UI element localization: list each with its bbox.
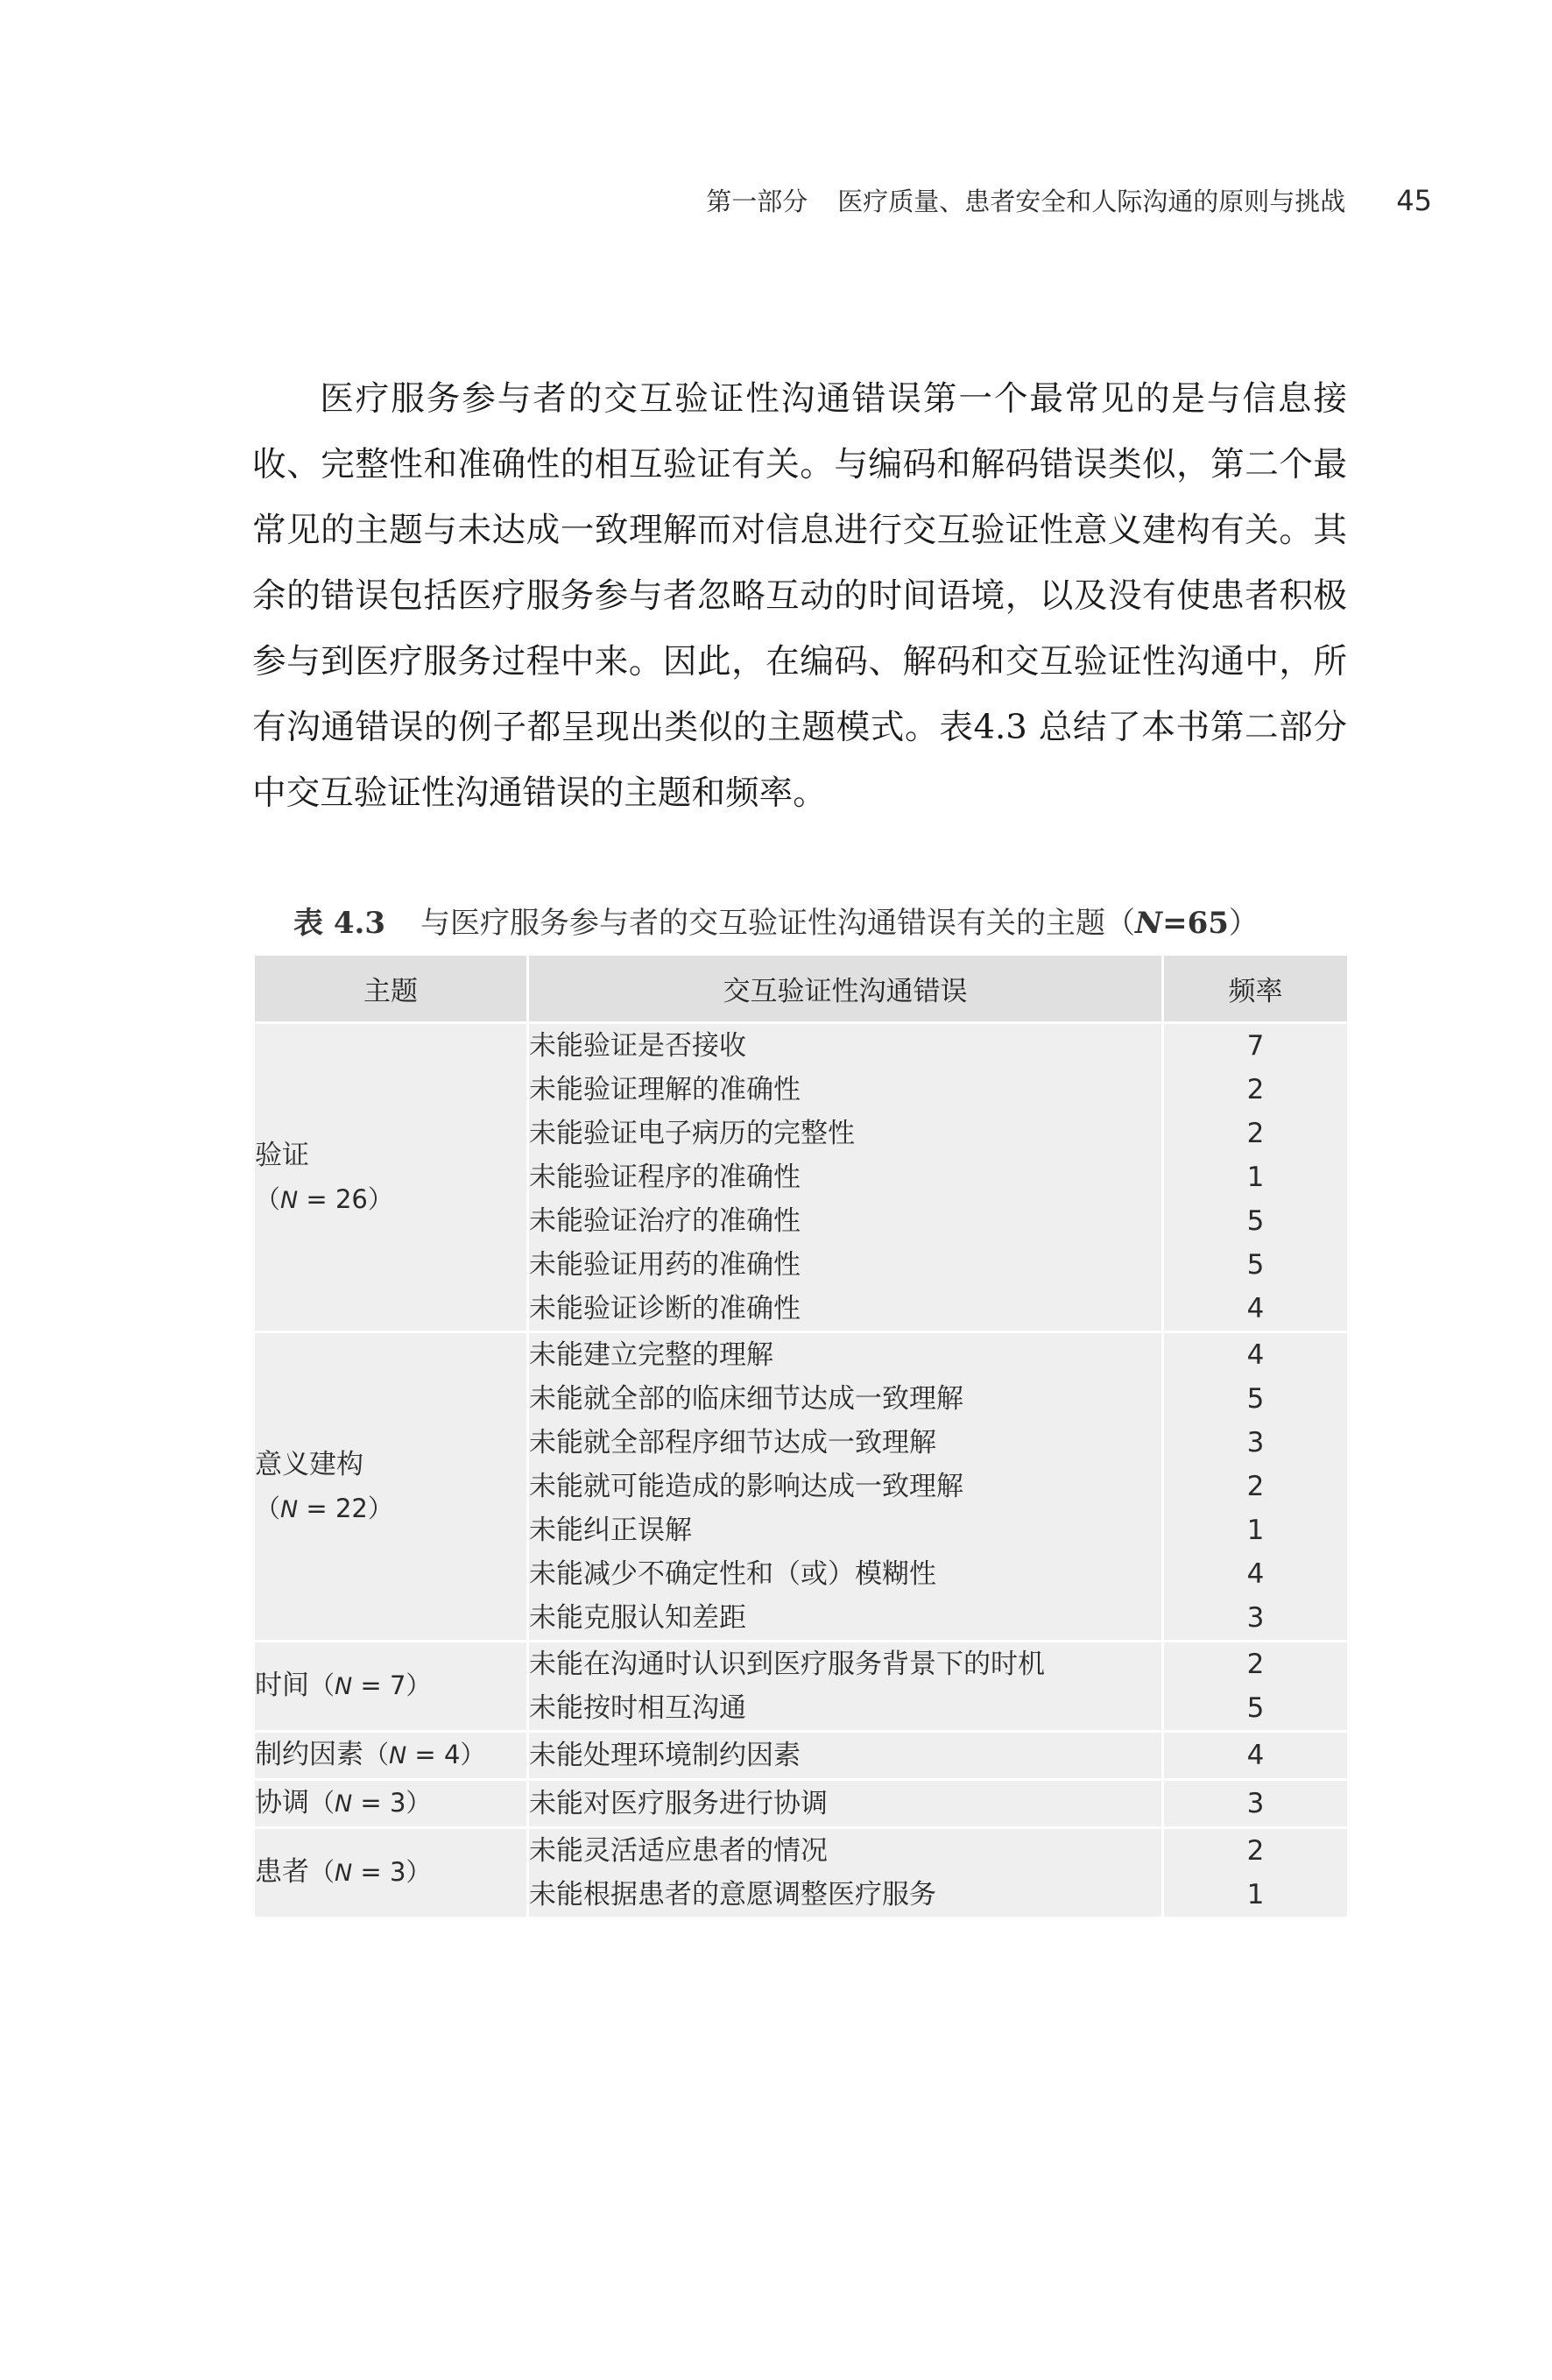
table-row: [254, 1023, 1349, 1332]
table-row: [254, 1642, 1349, 1732]
error-item: 未能按时相互沟通: [529, 1692, 746, 1724]
theme-count-value: 22: [335, 1494, 368, 1523]
error-item: 未能验证治疗的准确性: [529, 1205, 801, 1237]
frequency-value: 1: [1246, 1515, 1265, 1546]
error-item: 未能灵活适应患者的情况: [529, 1835, 828, 1867]
theme-name: 验证: [255, 1140, 309, 1171]
table-caption-number: 表 4.3: [293, 906, 385, 941]
frequency-value: 4: [1246, 1293, 1265, 1324]
body-paragraph: 医疗服务参与者的交互验证性沟通错误第一个最常见的是与信息接收、完整性和准确性的相互验证有关。与编码和解码错误类似，第二个最常见的主题与未达成一致理解而对信息进行交互验证性意义建构有关。其余的错误包括医疗服务参与者忽略互动的时间语境，以及没有使患者积极参与到医疗服务过程中来。因此，在编码、解码和交互验证性沟通中，所有沟通错误的例子都呈现出类似的主题模式。表4.3 总结了本书第二部分中交互验证性沟通错误的主题和频率。: [252, 379, 1347, 813]
theme-cell: [254, 1023, 528, 1332]
theme-count-value: 4: [443, 1740, 461, 1769]
frequency-cell: [1163, 1780, 1349, 1828]
theme-cell: [254, 1732, 528, 1780]
theme-count-value: 3: [389, 1857, 406, 1887]
theme-count: （N = 26）: [255, 1184, 393, 1214]
error-item: 未能建立完整的理解: [529, 1339, 773, 1371]
frequency-value: 2: [1246, 1471, 1265, 1502]
frequency-cell: [1163, 1828, 1349, 1918]
frequency-value: 2: [1246, 1835, 1265, 1867]
error-item: 未能减少不确定性和（或）模糊性: [529, 1558, 936, 1590]
running-header: [0, 182, 1432, 218]
table-caption-n-value: =65: [1162, 906, 1229, 941]
error-item: 未能验证理解的准确性: [529, 1074, 801, 1105]
theme-name: 患者: [255, 1856, 309, 1888]
theme-count: （N = 3）: [309, 1788, 432, 1818]
error-item: 未能验证电子病历的完整性: [529, 1118, 855, 1149]
theme-count: （N = 3）: [309, 1857, 432, 1887]
errors-cell: [528, 1780, 1163, 1828]
frequency-value: 4: [1246, 1740, 1265, 1771]
frequency-value: 4: [1246, 1558, 1265, 1590]
error-item: 未能验证程序的准确性: [529, 1162, 801, 1193]
error-item: 未能根据患者的意愿调整医疗服务: [529, 1879, 936, 1910]
theme-name: 制约因素: [255, 1739, 363, 1770]
frequency-value: 5: [1246, 1249, 1265, 1281]
error-item: 未能对医疗服务进行协调: [529, 1788, 828, 1819]
error-item: 未能就可能造成的影响达成一致理解: [529, 1471, 963, 1502]
header-chapter-title: 医疗质量、患者安全和人际沟通的原则与挑战: [837, 187, 1346, 216]
error-item: 未能纠正误解: [529, 1515, 692, 1546]
table-header: [254, 955, 1349, 1023]
theme-name: 时间: [255, 1670, 309, 1701]
table-header-row: [254, 955, 1349, 1023]
theme-count: （N = 4）: [363, 1740, 486, 1769]
error-item: 未能处理环境制约因素: [529, 1740, 801, 1771]
error-item: 未能在沟通时认识到医疗服务背景下的时机: [529, 1649, 1045, 1680]
frequency-value: 2: [1246, 1118, 1265, 1149]
frequency-value: 7: [1246, 1030, 1265, 1062]
errors-cell: [528, 1023, 1163, 1332]
theme-cell: [254, 1332, 528, 1642]
page-number: 45: [1396, 184, 1432, 217]
error-item: 未能就全部的临床细节达成一致理解: [529, 1383, 963, 1415]
table-row: [254, 1828, 1349, 1918]
table-caption-n-symbol: N: [1135, 906, 1163, 941]
frequency-value: 2: [1246, 1074, 1265, 1105]
frequency-value: 3: [1246, 1602, 1265, 1634]
error-item: 未能验证诊断的准确性: [529, 1293, 801, 1324]
error-item: 未能克服认知差距: [529, 1602, 746, 1634]
theme-cell: [254, 1780, 528, 1828]
theme-count-value: 3: [389, 1788, 406, 1818]
frequency-value: 3: [1246, 1788, 1265, 1819]
table-caption-close: ）: [1228, 906, 1259, 941]
error-item: 未能验证是否接收: [529, 1030, 746, 1062]
errors-cell: [528, 1828, 1163, 1918]
theme-cell: [254, 1642, 528, 1732]
table-row: [254, 1332, 1349, 1642]
table-body: [254, 1023, 1349, 1918]
frequency-cell: [1163, 1332, 1349, 1642]
theme-cell: [254, 1828, 528, 1918]
theme-count-value: 7: [389, 1670, 406, 1700]
theme-name: 意义建构: [255, 1449, 363, 1480]
header-part-label: 第一部分: [706, 187, 808, 216]
frequency-value: 5: [1246, 1205, 1265, 1237]
frequency-value: 1: [1246, 1162, 1265, 1193]
theme-name: 协调: [255, 1787, 309, 1819]
table-row: [254, 1732, 1349, 1780]
error-item: 未能就全部程序细节达成一致理解: [529, 1427, 936, 1458]
theme-count-value: 26: [335, 1184, 368, 1214]
frequency-cell: [1163, 1642, 1349, 1732]
frequency-value: 4: [1246, 1339, 1265, 1371]
theme-count: （N = 22）: [255, 1494, 393, 1523]
table-caption: [293, 899, 1344, 942]
frequency-value: 5: [1246, 1383, 1265, 1415]
errors-cell: [528, 1332, 1163, 1642]
frequency-value: 2: [1246, 1649, 1265, 1680]
frequency-value: 1: [1246, 1879, 1265, 1910]
frequency-value: 3: [1246, 1427, 1265, 1458]
table-caption-title: 与医疗服务参与者的交互验证性沟通错误有关的主题（: [420, 906, 1135, 941]
header-errors: 交互验证性沟通错误: [528, 955, 1163, 1023]
frequency-value: 5: [1246, 1692, 1265, 1724]
themes-table: [252, 953, 1350, 1919]
errors-cell: [528, 1732, 1163, 1780]
errors-cell: [528, 1642, 1163, 1732]
table-row: [254, 1780, 1349, 1828]
header-theme: 主题: [254, 955, 528, 1023]
theme-count: （N = 7）: [309, 1670, 432, 1700]
frequency-cell: [1163, 1023, 1349, 1332]
frequency-cell: [1163, 1732, 1349, 1780]
table-caption-n: [1135, 906, 1229, 941]
header-frequency: 频率: [1163, 955, 1349, 1023]
error-item: 未能验证用药的准确性: [529, 1249, 801, 1281]
